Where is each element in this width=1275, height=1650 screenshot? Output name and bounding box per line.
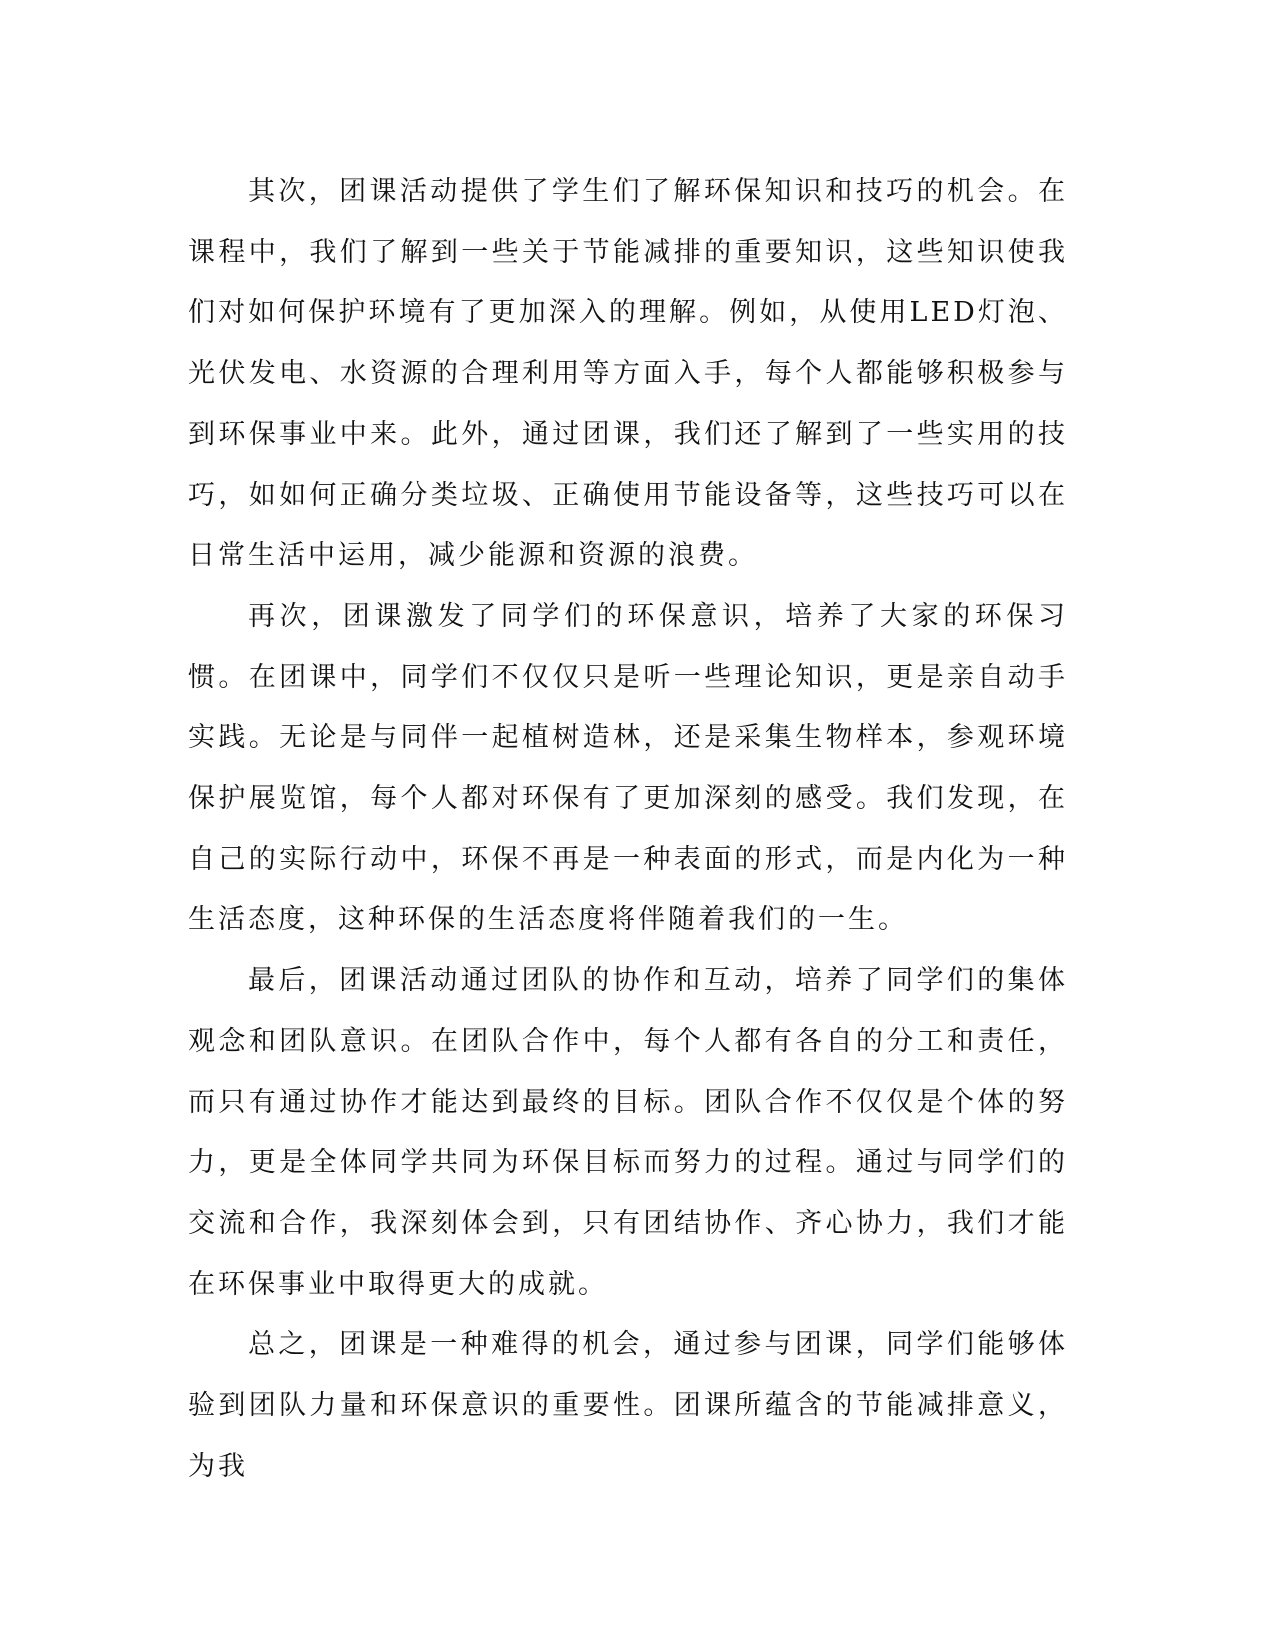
paragraph-awareness: 再次，团课激发了同学们的环保意识，培养了大家的环保习惯。在团课中，同学们不仅仅只是听一些理论知识，更是亲自动手实践。无论是与同伴一起植树造林，还是采集生物样本，参观环境保护展览馆，每个人都对环保有了更加深刻的感受。我们发现，在自己的实际行动中，环保不再是一种表面的形式，而是内化为一种生活态度，这种环保的生活态度将伴随着我们的一生。 <box>188 600 1068 936</box>
paragraph-knowledge: 其次，团课活动提供了学生们了解环保知识和技巧的机会。在课程中，我们了解到一些关于节能减排的重要知识，这些知识使我们对如何保护环境有了更加深入的理解。例如，从使用LED灯泡、光伏发电、水资源的合理利用等方面入手，每个人都能够积极参与到环保事业中来。此外，通过团课，我们还了解到了一些实用的技巧，如如何正确分类垃圾、正确使用节能设备等，这些技巧可以在日常生活中运用，减少能源和资源的浪费。 <box>188 176 1068 572</box>
paragraph-conclusion: 总之，团课是一种难得的机会，通过参与团课，同学们能够体验到团队力量和环保意识的重要性。团课所蕴含的节能减排意义，为我 <box>188 1329 1068 1482</box>
paragraph-teamwork: 最后，团课活动通过团队的协作和互动，培养了同学们的集体观念和团队意识。在团队合作中，每个人都有各自的分工和责任，而只有通过协作才能达到最终的目标。团队合作不仅仅是个体的努力，更是全体同学共同为环保目标而努力的过程。通过与同学们的交流和合作，我深刻体会到，只有团结协作、齐心协力，我们才能在环保事业中取得更大的成就。 <box>188 965 1068 1300</box>
document-body <box>188 162 1068 1497</box>
